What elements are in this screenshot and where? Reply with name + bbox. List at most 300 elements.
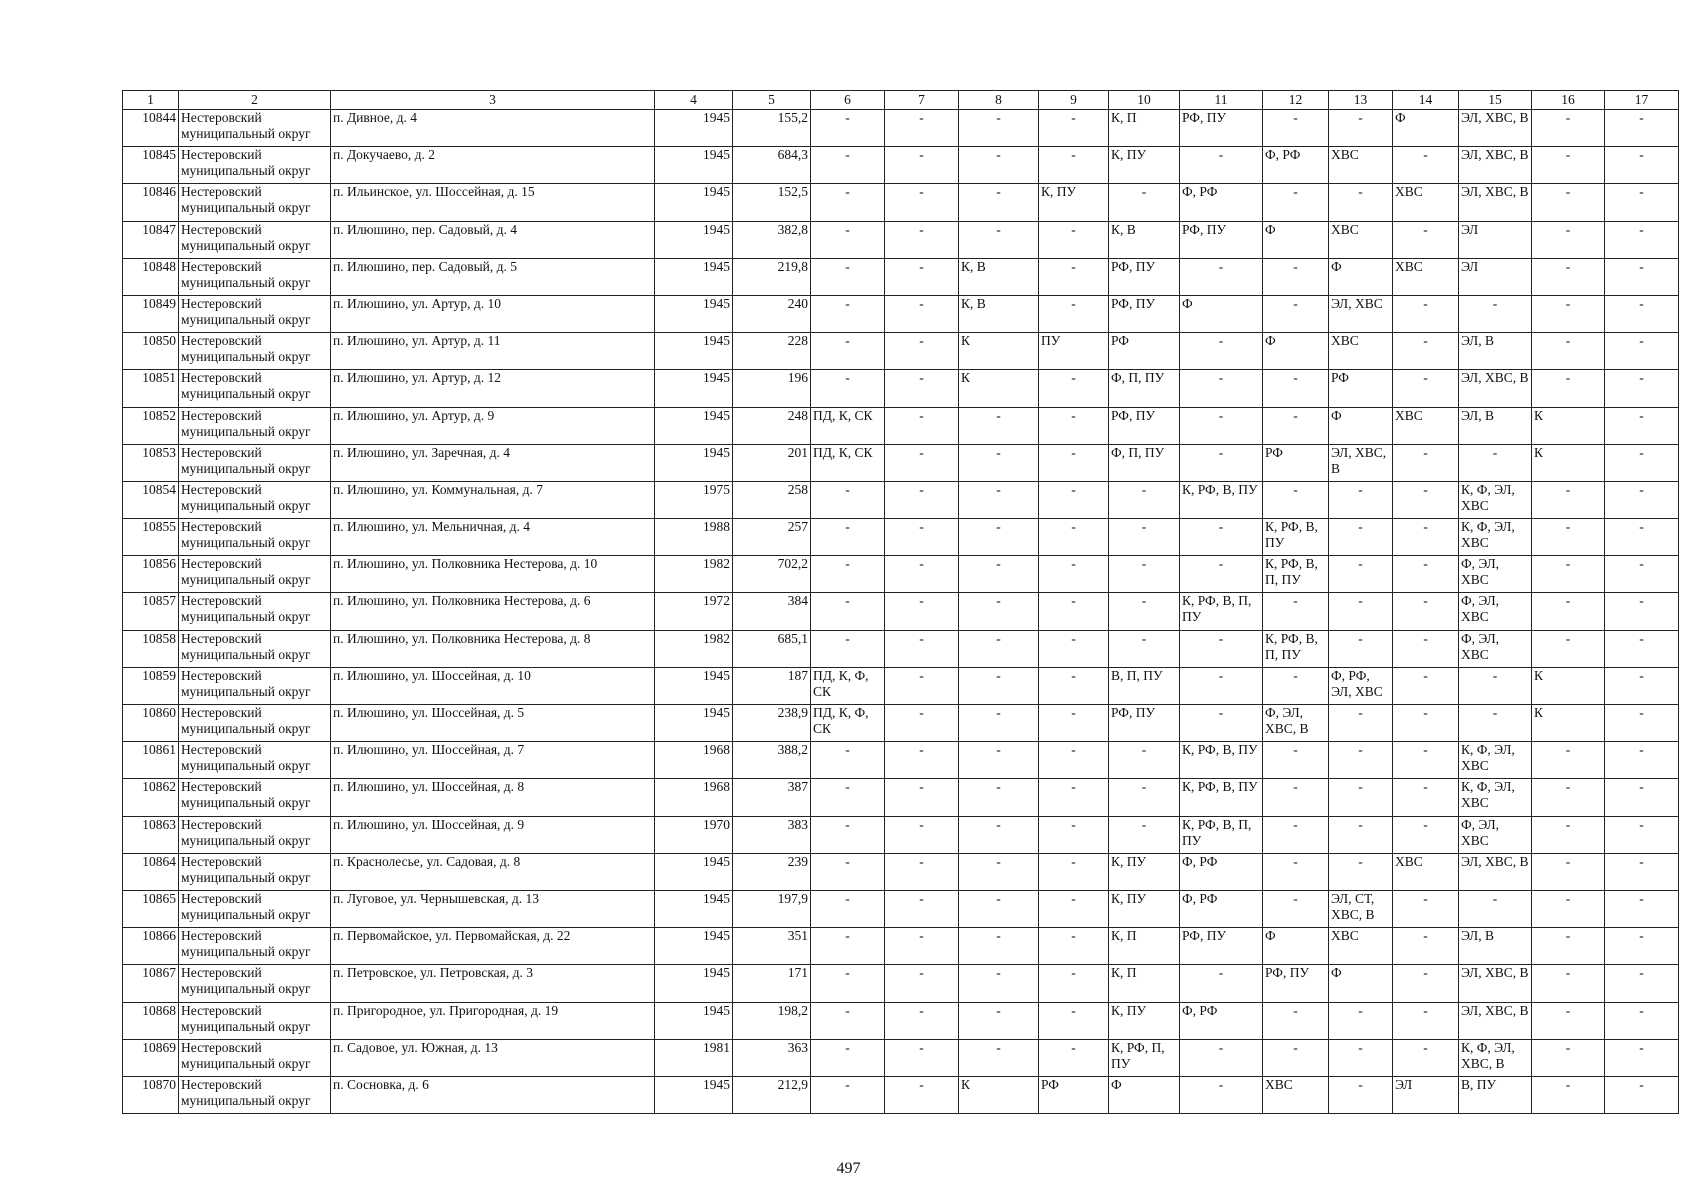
- table-cell-col-11: -: [1180, 258, 1263, 295]
- table-cell-col-3: п. Илюшино, пер. Садовый, д. 5: [331, 258, 655, 295]
- table-cell-col-1: 10860: [123, 705, 179, 742]
- table-cell-col-8: -: [959, 667, 1039, 704]
- table-cell-col-9: -: [1039, 779, 1109, 816]
- table-cell-col-5: 238,9: [733, 705, 811, 742]
- table-cell-col-12: К, РФ, В, ПУ: [1263, 519, 1329, 556]
- table-cell-col-7: -: [885, 147, 959, 184]
- table-cell-col-9: -: [1039, 258, 1109, 295]
- table-cell-col-17: -: [1605, 779, 1679, 816]
- table-cell-col-10: -: [1109, 816, 1180, 853]
- table-cell-col-6: ПД, К, СК: [811, 407, 885, 444]
- table-row: [123, 779, 1679, 816]
- table-cell-col-5: 171: [733, 965, 811, 1002]
- table-cell-col-11: -: [1180, 965, 1263, 1002]
- table-cell-col-3: п. Илюшино, ул. Шоссейная, д. 7: [331, 742, 655, 779]
- column-header-13: 13: [1329, 91, 1393, 110]
- table-cell-col-1: 10862: [123, 779, 179, 816]
- table-cell-col-17: -: [1605, 816, 1679, 853]
- table-cell-col-3: п. Краснолесье, ул. Садовая, д. 8: [331, 853, 655, 890]
- table-cell-col-15: ЭЛ: [1459, 258, 1532, 295]
- table-cell-col-2: Нестеровский муниципальный округ: [179, 890, 331, 927]
- table-cell-col-13: ХВС: [1329, 147, 1393, 184]
- column-header-11: 11: [1180, 91, 1263, 110]
- table-cell-col-8: К, В: [959, 295, 1039, 332]
- table-cell-col-9: -: [1039, 370, 1109, 407]
- table-cell-col-2: Нестеровский муниципальный округ: [179, 444, 331, 481]
- table-cell-col-8: К: [959, 370, 1039, 407]
- table-cell-col-13: -: [1329, 184, 1393, 221]
- table-cell-col-16: -: [1532, 333, 1605, 370]
- table-cell-col-12: ХВС: [1263, 1076, 1329, 1113]
- table-cell-col-6: ПД, К, Ф, СК: [811, 705, 885, 742]
- table-cell-col-3: п. Илюшино, ул. Полковника Нестерова, д. 6: [331, 593, 655, 630]
- table-cell-col-10: Ф, П, ПУ: [1109, 370, 1180, 407]
- table-cell-col-12: Ф, ЭЛ, ХВС, В: [1263, 705, 1329, 742]
- table-cell-col-5: 702,2: [733, 556, 811, 593]
- table-cell-col-16: -: [1532, 593, 1605, 630]
- table-cell-col-13: -: [1329, 705, 1393, 742]
- table-cell-col-14: -: [1393, 928, 1459, 965]
- table-row: [123, 1039, 1679, 1076]
- table-cell-col-8: -: [959, 779, 1039, 816]
- table-cell-col-11: РФ, ПУ: [1180, 928, 1263, 965]
- table-cell-col-1: 10869: [123, 1039, 179, 1076]
- table-cell-col-10: К, ПУ: [1109, 890, 1180, 927]
- table-cell-col-16: -: [1532, 258, 1605, 295]
- column-header-9: 9: [1039, 91, 1109, 110]
- table-cell-col-11: -: [1180, 556, 1263, 593]
- table-cell-col-12: -: [1263, 816, 1329, 853]
- table-cell-col-2: Нестеровский муниципальный округ: [179, 295, 331, 332]
- table-cell-col-8: -: [959, 519, 1039, 556]
- table-cell-col-13: Ф: [1329, 407, 1393, 444]
- table-cell-col-3: п. Илюшино, ул. Полковника Нестерова, д. 10: [331, 556, 655, 593]
- table-cell-col-8: -: [959, 742, 1039, 779]
- table-row: [123, 481, 1679, 518]
- table-cell-col-6: -: [811, 928, 885, 965]
- table-cell-col-14: ХВС: [1393, 258, 1459, 295]
- table-cell-col-6: -: [811, 965, 885, 1002]
- table-cell-col-4: 1945: [655, 184, 733, 221]
- table-cell-col-7: -: [885, 481, 959, 518]
- table-cell-col-9: -: [1039, 221, 1109, 258]
- table-cell-col-4: 1968: [655, 742, 733, 779]
- table-cell-col-7: -: [885, 853, 959, 890]
- table-cell-col-14: -: [1393, 333, 1459, 370]
- table-cell-col-16: -: [1532, 1076, 1605, 1113]
- table-cell-col-1: 10861: [123, 742, 179, 779]
- table-cell-col-11: К, РФ, В, ПУ: [1180, 481, 1263, 518]
- table-cell-col-14: -: [1393, 556, 1459, 593]
- table-cell-col-17: -: [1605, 1076, 1679, 1113]
- table-cell-col-7: -: [885, 556, 959, 593]
- table-cell-col-15: ЭЛ: [1459, 221, 1532, 258]
- table-cell-col-1: 10863: [123, 816, 179, 853]
- table-cell-col-5: 155,2: [733, 110, 811, 147]
- table-cell-col-7: -: [885, 593, 959, 630]
- table-cell-col-5: 384: [733, 593, 811, 630]
- table-cell-col-3: п. Дивное, д. 4: [331, 110, 655, 147]
- table-cell-col-8: -: [959, 816, 1039, 853]
- table-cell-col-9: -: [1039, 295, 1109, 332]
- table-cell-col-5: 388,2: [733, 742, 811, 779]
- table-cell-col-10: К, РФ, П, ПУ: [1109, 1039, 1180, 1076]
- table-cell-col-11: -: [1180, 370, 1263, 407]
- table-cell-col-17: -: [1605, 333, 1679, 370]
- table-cell-col-12: Ф: [1263, 928, 1329, 965]
- table-cell-col-11: -: [1180, 705, 1263, 742]
- table-cell-col-6: -: [811, 593, 885, 630]
- column-header-17: 17: [1605, 91, 1679, 110]
- table-body: [123, 110, 1679, 1114]
- table-cell-col-13: -: [1329, 630, 1393, 667]
- table-cell-col-7: -: [885, 779, 959, 816]
- table-cell-col-3: п. Илюшино, ул. Шоссейная, д. 5: [331, 705, 655, 742]
- table-cell-col-10: Ф: [1109, 1076, 1180, 1113]
- table-cell-col-10: -: [1109, 630, 1180, 667]
- table-cell-col-11: -: [1180, 1039, 1263, 1076]
- table-cell-col-16: -: [1532, 519, 1605, 556]
- table-cell-col-7: -: [885, 928, 959, 965]
- table-cell-col-17: -: [1605, 481, 1679, 518]
- table-cell-col-10: К, П: [1109, 928, 1180, 965]
- table-cell-col-8: -: [959, 890, 1039, 927]
- table-row: [123, 965, 1679, 1002]
- table-cell-col-1: 10867: [123, 965, 179, 1002]
- table-cell-col-10: -: [1109, 519, 1180, 556]
- table-cell-col-7: -: [885, 1039, 959, 1076]
- table-cell-col-9: -: [1039, 1039, 1109, 1076]
- table-cell-col-10: К, ПУ: [1109, 147, 1180, 184]
- table-cell-col-6: ПД, К, Ф, СК: [811, 667, 885, 704]
- table-cell-col-1: 10866: [123, 928, 179, 965]
- table-cell-col-12: -: [1263, 1002, 1329, 1039]
- table-cell-col-14: -: [1393, 1002, 1459, 1039]
- table-cell-col-9: -: [1039, 1002, 1109, 1039]
- table-cell-col-16: -: [1532, 370, 1605, 407]
- table-cell-col-16: -: [1532, 816, 1605, 853]
- table-cell-col-10: -: [1109, 779, 1180, 816]
- table-cell-col-17: -: [1605, 519, 1679, 556]
- table-cell-col-6: -: [811, 481, 885, 518]
- table-cell-col-2: Нестеровский муниципальный округ: [179, 333, 331, 370]
- table-cell-col-8: -: [959, 184, 1039, 221]
- table-cell-col-9: -: [1039, 928, 1109, 965]
- table-cell-col-14: -: [1393, 519, 1459, 556]
- table-cell-col-10: Ф, П, ПУ: [1109, 444, 1180, 481]
- table-row: [123, 556, 1679, 593]
- table-cell-col-6: -: [811, 519, 885, 556]
- table-cell-col-14: -: [1393, 630, 1459, 667]
- table-cell-col-16: -: [1532, 890, 1605, 927]
- table-cell-col-9: ПУ: [1039, 333, 1109, 370]
- table-cell-col-6: -: [811, 184, 885, 221]
- table-cell-col-15: К, Ф, ЭЛ, ХВС, В: [1459, 1039, 1532, 1076]
- table-cell-col-4: 1945: [655, 1076, 733, 1113]
- table-cell-col-15: К, Ф, ЭЛ, ХВС: [1459, 779, 1532, 816]
- table-cell-col-4: 1981: [655, 1039, 733, 1076]
- table-cell-col-14: ХВС: [1393, 853, 1459, 890]
- table-cell-col-14: -: [1393, 370, 1459, 407]
- table-cell-col-5: 684,3: [733, 147, 811, 184]
- table-cell-col-14: -: [1393, 742, 1459, 779]
- table-cell-col-14: -: [1393, 444, 1459, 481]
- table-cell-col-6: -: [811, 110, 885, 147]
- table-row: [123, 742, 1679, 779]
- table-cell-col-12: -: [1263, 110, 1329, 147]
- table-cell-col-17: -: [1605, 630, 1679, 667]
- table-cell-col-12: -: [1263, 890, 1329, 927]
- table-cell-col-13: -: [1329, 110, 1393, 147]
- table-cell-col-4: 1972: [655, 593, 733, 630]
- table-cell-col-13: Ф: [1329, 258, 1393, 295]
- table-cell-col-6: -: [811, 221, 885, 258]
- table-cell-col-1: 10864: [123, 853, 179, 890]
- table-cell-col-8: -: [959, 110, 1039, 147]
- table-cell-col-3: п. Илюшино, ул. Шоссейная, д. 10: [331, 667, 655, 704]
- table-row: [123, 1076, 1679, 1113]
- table-cell-col-10: -: [1109, 184, 1180, 221]
- table-cell-col-6: -: [811, 333, 885, 370]
- table-cell-col-2: Нестеровский муниципальный округ: [179, 221, 331, 258]
- table-cell-col-15: Ф, ЭЛ, ХВС: [1459, 556, 1532, 593]
- table-cell-col-3: п. Илюшино, ул. Полковника Нестерова, д. 8: [331, 630, 655, 667]
- table-cell-col-16: -: [1532, 1039, 1605, 1076]
- table-cell-col-17: -: [1605, 890, 1679, 927]
- table-cell-col-10: РФ, ПУ: [1109, 295, 1180, 332]
- table-cell-col-12: РФ, ПУ: [1263, 965, 1329, 1002]
- table-cell-col-6: -: [811, 742, 885, 779]
- table-cell-col-8: -: [959, 221, 1039, 258]
- table-cell-col-15: В, ПУ: [1459, 1076, 1532, 1113]
- table-row: [123, 816, 1679, 853]
- table-cell-col-13: -: [1329, 1076, 1393, 1113]
- table-cell-col-3: п. Луговое, ул. Чернышевская, д. 13: [331, 890, 655, 927]
- table-cell-col-13: -: [1329, 742, 1393, 779]
- table-cell-col-6: -: [811, 779, 885, 816]
- table-row: [123, 221, 1679, 258]
- table-row: [123, 444, 1679, 481]
- table-cell-col-7: -: [885, 1002, 959, 1039]
- table-cell-col-4: 1945: [655, 295, 733, 332]
- table-cell-col-12: -: [1263, 1039, 1329, 1076]
- table-cell-col-8: -: [959, 853, 1039, 890]
- table-cell-col-15: К, Ф, ЭЛ, ХВС: [1459, 519, 1532, 556]
- table-row: [123, 1002, 1679, 1039]
- table-row: [123, 184, 1679, 221]
- table-cell-col-12: -: [1263, 407, 1329, 444]
- table-cell-col-4: 1945: [655, 407, 733, 444]
- table-cell-col-4: 1945: [655, 705, 733, 742]
- table-cell-col-6: -: [811, 630, 885, 667]
- table-cell-col-1: 10854: [123, 481, 179, 518]
- table-cell-col-13: ХВС: [1329, 333, 1393, 370]
- table-cell-col-9: -: [1039, 816, 1109, 853]
- table-cell-col-15: ЭЛ, В: [1459, 407, 1532, 444]
- table-cell-col-7: -: [885, 667, 959, 704]
- table-cell-col-8: -: [959, 1002, 1039, 1039]
- table-cell-col-12: -: [1263, 779, 1329, 816]
- table-cell-col-14: -: [1393, 593, 1459, 630]
- table-cell-col-4: 1945: [655, 928, 733, 965]
- table-cell-col-5: 219,8: [733, 258, 811, 295]
- table-cell-col-10: -: [1109, 593, 1180, 630]
- table-cell-col-15: К, Ф, ЭЛ, ХВС: [1459, 481, 1532, 518]
- table-cell-col-16: К: [1532, 407, 1605, 444]
- table-cell-col-16: -: [1532, 853, 1605, 890]
- table-cell-col-4: 1945: [655, 370, 733, 407]
- table-cell-col-12: К, РФ, В, П, ПУ: [1263, 630, 1329, 667]
- table-cell-col-3: п. Сосновка, д. 6: [331, 1076, 655, 1113]
- table-cell-col-8: -: [959, 556, 1039, 593]
- table-cell-col-9: -: [1039, 965, 1109, 1002]
- table-cell-col-2: Нестеровский муниципальный округ: [179, 556, 331, 593]
- table-row: [123, 928, 1679, 965]
- table-cell-col-5: 258: [733, 481, 811, 518]
- table-cell-col-2: Нестеровский муниципальный округ: [179, 593, 331, 630]
- table-cell-col-15: -: [1459, 667, 1532, 704]
- table-cell-col-2: Нестеровский муниципальный округ: [179, 481, 331, 518]
- table-cell-col-15: К, Ф, ЭЛ, ХВС: [1459, 742, 1532, 779]
- table-cell-col-17: -: [1605, 110, 1679, 147]
- table-cell-col-7: -: [885, 816, 959, 853]
- table-cell-col-3: п. Илюшино, ул. Артур, д. 10: [331, 295, 655, 332]
- table-cell-col-5: 196: [733, 370, 811, 407]
- table-cell-col-4: 1945: [655, 444, 733, 481]
- table-cell-col-17: -: [1605, 444, 1679, 481]
- table-cell-col-8: -: [959, 965, 1039, 1002]
- table-cell-col-3: п. Илюшино, ул. Шоссейная, д. 9: [331, 816, 655, 853]
- table-cell-col-14: ЭЛ: [1393, 1076, 1459, 1113]
- table-cell-col-9: -: [1039, 890, 1109, 927]
- table-cell-col-1: 10845: [123, 147, 179, 184]
- table-cell-col-14: -: [1393, 221, 1459, 258]
- table-cell-col-5: 201: [733, 444, 811, 481]
- table-cell-col-15: ЭЛ, ХВС, В: [1459, 370, 1532, 407]
- table-row: [123, 519, 1679, 556]
- table-cell-col-17: -: [1605, 1002, 1679, 1039]
- table-cell-col-4: 1975: [655, 481, 733, 518]
- table-cell-col-9: -: [1039, 519, 1109, 556]
- table-cell-col-7: -: [885, 258, 959, 295]
- page-number: 497: [836, 1160, 861, 1177]
- table-cell-col-2: Нестеровский муниципальный округ: [179, 1076, 331, 1113]
- table-cell-col-5: 239: [733, 853, 811, 890]
- table-cell-col-16: -: [1532, 147, 1605, 184]
- table-header-row: [123, 91, 1679, 110]
- table-cell-col-4: 1945: [655, 965, 733, 1002]
- table-cell-col-11: К, РФ, В, П, ПУ: [1180, 816, 1263, 853]
- table-cell-col-2: Нестеровский муниципальный округ: [179, 630, 331, 667]
- table-cell-col-10: К, П: [1109, 110, 1180, 147]
- column-header-1: 1: [123, 91, 179, 110]
- table-cell-col-2: Нестеровский муниципальный округ: [179, 258, 331, 295]
- table-cell-col-17: -: [1605, 370, 1679, 407]
- table-cell-col-2: Нестеровский муниципальный округ: [179, 519, 331, 556]
- table-cell-col-4: 1945: [655, 853, 733, 890]
- table-cell-col-2: Нестеровский муниципальный округ: [179, 1039, 331, 1076]
- table-cell-col-10: К, ПУ: [1109, 853, 1180, 890]
- table-cell-col-6: ПД, К, СК: [811, 444, 885, 481]
- table-cell-col-4: 1968: [655, 779, 733, 816]
- table-cell-col-16: -: [1532, 928, 1605, 965]
- table-row: [123, 258, 1679, 295]
- table-cell-col-8: -: [959, 444, 1039, 481]
- table-cell-col-2: Нестеровский муниципальный округ: [179, 184, 331, 221]
- document-table: [122, 90, 1679, 1114]
- table-cell-col-2: Нестеровский муниципальный округ: [179, 742, 331, 779]
- table-cell-col-4: 1945: [655, 1002, 733, 1039]
- table-cell-col-3: п. Илюшино, пер. Садовый, д. 4: [331, 221, 655, 258]
- table-cell-col-2: Нестеровский муниципальный округ: [179, 853, 331, 890]
- table-cell-col-13: ЭЛ, ХВС, В: [1329, 444, 1393, 481]
- table-cell-col-9: -: [1039, 667, 1109, 704]
- table-cell-col-6: -: [811, 556, 885, 593]
- table-cell-col-12: Ф: [1263, 333, 1329, 370]
- table-cell-col-9: -: [1039, 593, 1109, 630]
- table-cell-col-1: 10851: [123, 370, 179, 407]
- table-row: [123, 147, 1679, 184]
- table-cell-col-4: 1945: [655, 667, 733, 704]
- table-cell-col-5: 351: [733, 928, 811, 965]
- table-cell-col-13: ЭЛ, ХВС: [1329, 295, 1393, 332]
- table-cell-col-7: -: [885, 890, 959, 927]
- table-cell-col-4: 1982: [655, 630, 733, 667]
- column-header-16: 16: [1532, 91, 1605, 110]
- table-cell-col-5: 248: [733, 407, 811, 444]
- table-cell-col-4: 1945: [655, 147, 733, 184]
- table-row: [123, 333, 1679, 370]
- table-cell-col-8: К, В: [959, 258, 1039, 295]
- table-cell-col-11: -: [1180, 407, 1263, 444]
- table-cell-col-7: -: [885, 630, 959, 667]
- table-cell-col-9: К, ПУ: [1039, 184, 1109, 221]
- table-cell-col-2: Нестеровский муниципальный округ: [179, 110, 331, 147]
- table-cell-col-11: РФ, ПУ: [1180, 110, 1263, 147]
- table-cell-col-5: 382,8: [733, 221, 811, 258]
- table-cell-col-15: -: [1459, 295, 1532, 332]
- table-cell-col-3: п. Первомайское, ул. Первомайская, д. 22: [331, 928, 655, 965]
- table-cell-col-5: 240: [733, 295, 811, 332]
- table-cell-col-9: -: [1039, 407, 1109, 444]
- table-cell-col-15: ЭЛ, ХВС, В: [1459, 853, 1532, 890]
- table-cell-col-7: -: [885, 742, 959, 779]
- table-cell-col-13: -: [1329, 481, 1393, 518]
- table-cell-col-11: -: [1180, 630, 1263, 667]
- table-cell-col-17: -: [1605, 1039, 1679, 1076]
- table-cell-col-8: К: [959, 333, 1039, 370]
- table-row: [123, 853, 1679, 890]
- table-cell-col-17: -: [1605, 147, 1679, 184]
- table-row: [123, 667, 1679, 704]
- table-cell-col-11: Ф, РФ: [1180, 890, 1263, 927]
- table-cell-col-12: -: [1263, 258, 1329, 295]
- table-cell-col-6: -: [811, 1076, 885, 1113]
- table-cell-col-1: 10844: [123, 110, 179, 147]
- table-cell-col-17: -: [1605, 705, 1679, 742]
- table-cell-col-3: п. Садовое, ул. Южная, д. 13: [331, 1039, 655, 1076]
- table-cell-col-12: -: [1263, 742, 1329, 779]
- table-cell-col-1: 10855: [123, 519, 179, 556]
- table-cell-col-14: -: [1393, 965, 1459, 1002]
- table-cell-col-16: -: [1532, 481, 1605, 518]
- table-cell-col-13: Ф: [1329, 965, 1393, 1002]
- table-cell-col-16: -: [1532, 965, 1605, 1002]
- table-cell-col-17: -: [1605, 593, 1679, 630]
- table-cell-col-12: РФ: [1263, 444, 1329, 481]
- table-cell-col-2: Нестеровский муниципальный округ: [179, 667, 331, 704]
- table-cell-col-13: -: [1329, 816, 1393, 853]
